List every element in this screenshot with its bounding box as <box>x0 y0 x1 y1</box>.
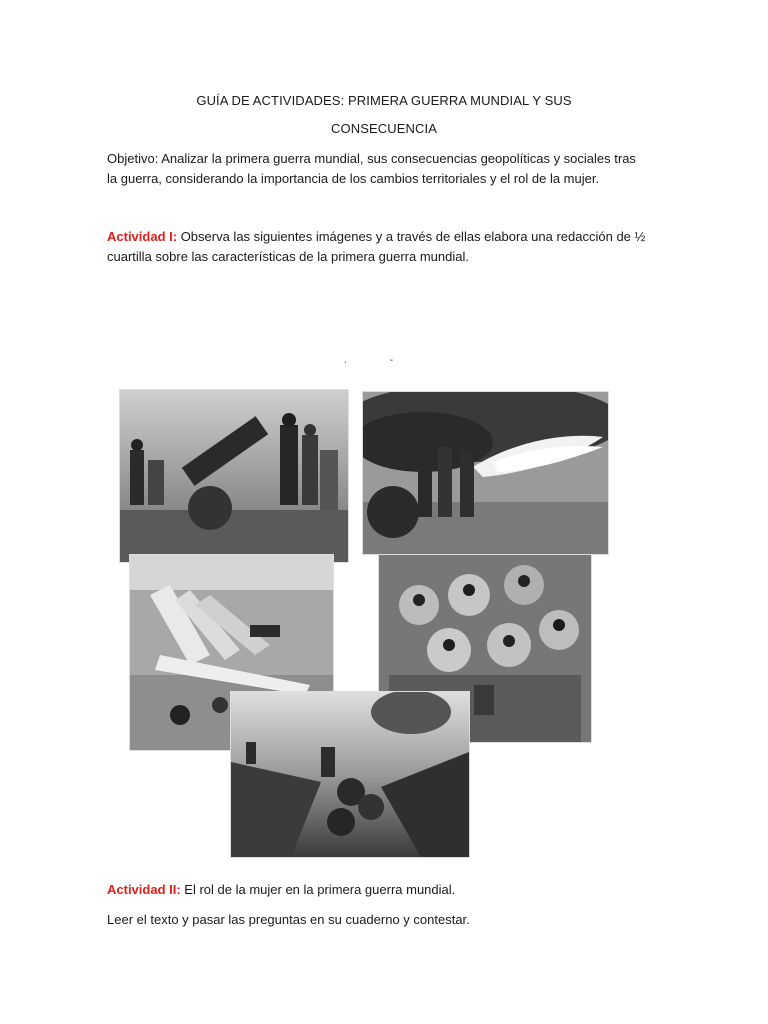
page-title-line1: GUÍA DE ACTIVIDADES: PRIMERA GUERRA MUNDIAL Y SUS <box>196 93 572 108</box>
stray-marks <box>344 355 436 366</box>
trench-photo <box>231 692 469 857</box>
activity-1-text: Observa las siguientes imágenes y a través de ellas elabora una redacción de ½ cuartilla sobre las características de la primera guerra mundial. <box>107 229 646 264</box>
activity-2-paragraph <box>107 880 647 900</box>
page-title-line2: CONSECUENCIA <box>331 121 437 136</box>
artillery-photo <box>120 390 348 562</box>
flamethrower-fire-icon <box>363 392 608 554</box>
objective-paragraph: Objetivo: Analizar la primera guerra mundial, sus consecuencias geopolíticas y sociales tras la guerra, considerando la importancia de los cambios territoriales y el rol de la mujer. <box>107 151 636 186</box>
stray-mark-1: . <box>344 355 347 366</box>
artillery-soldiers-icon <box>120 390 348 562</box>
activity-1-paragraph <box>107 227 647 267</box>
activity-2-label: Actividad II: <box>107 882 181 897</box>
activity-2-text: El rol de la mujer en la primera guerra mundial. <box>180 882 456 897</box>
soldiers-trench-icon <box>231 692 469 857</box>
instruction-paragraph: Leer el texto y pasar las preguntas en su cuaderno y contestar. <box>107 912 470 927</box>
stray-mark-2: - <box>389 355 394 366</box>
activity-1-label: Actividad I: <box>107 229 178 244</box>
flamethrower-photo <box>363 392 608 554</box>
